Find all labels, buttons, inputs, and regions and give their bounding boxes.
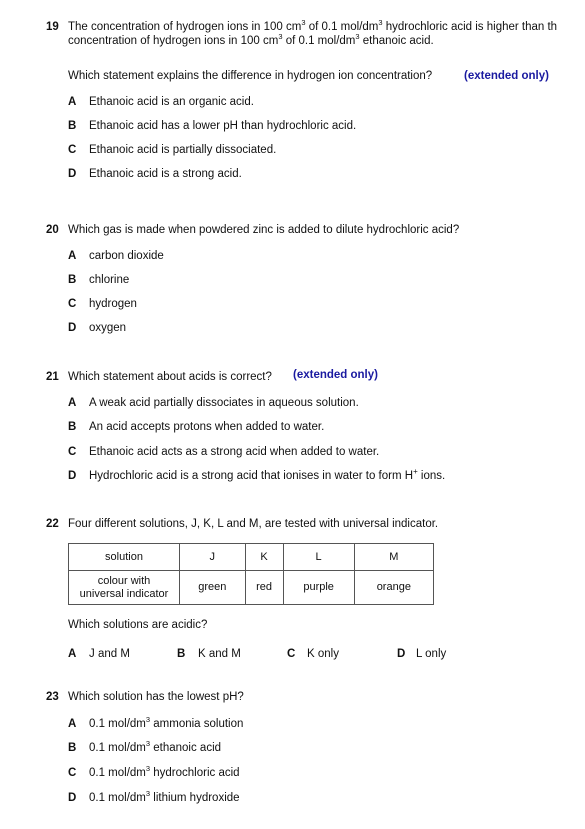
question-23-prompt: Which solution has the lowest pH? (68, 691, 244, 703)
q21-option-d-text: Hydrochloric acid is a strong acid that ionises in water to form H+ ions. (89, 467, 446, 482)
q20-option-a-text: carbon dioxide (89, 250, 164, 262)
question-19-prompt: Which statement explains the difference in hydrogen ion concentration? (68, 70, 433, 82)
q20-option-a-letter: A (68, 250, 77, 262)
q22-option-b-text: K and M (198, 648, 241, 660)
q22-option-d-letter: D (397, 648, 406, 660)
table-header-cell: J (180, 544, 246, 571)
table-cell: purple (283, 571, 354, 605)
q20-option-d-text: oxygen (89, 322, 127, 334)
table-cell: green (180, 571, 246, 605)
table-header-cell: K (245, 544, 283, 571)
question-20-number: 20 (46, 224, 59, 236)
q20-option-b-letter: B (68, 274, 77, 286)
q21-option-a-text: A weak acid partially dissociates in aqueous solution. (89, 397, 359, 409)
q21-option-c-text: Ethanoic acid acts as a strong acid when added to water. (89, 446, 380, 458)
question-19-number: 19 (46, 21, 59, 33)
q23-option-d-letter: D (68, 792, 77, 804)
question-19-stem-line-1: The concentration of hydrogen ions in 100 $cm^3$ of 0.1 mol/$dm^3$ hydrochloric acid is higher than th (68, 18, 558, 33)
question-23-number: 23 (46, 691, 59, 703)
q23-option-b-text: 0.1 mol/$dm^3$ ethanoic acid (89, 739, 222, 754)
q20-option-b-text: chlorine (89, 274, 130, 286)
q19-option-c-letter: C (68, 144, 77, 156)
question-19-extended-tag: (extended only) (464, 70, 549, 82)
q20-option-d-letter: D (68, 322, 77, 334)
indicator-results-table (68, 543, 434, 605)
q19-option-d-text: Ethanoic acid is a strong acid. (89, 168, 242, 180)
q23-option-c-letter: C (68, 767, 77, 779)
question-22-number: 22 (46, 518, 59, 530)
q19-option-a-letter: A (68, 96, 77, 108)
q21-option-a-letter: A (68, 397, 77, 409)
question-21-prompt: Which statement about acids is correct? (68, 371, 272, 383)
q22-option-b-letter: B (177, 648, 186, 660)
q23-option-c-text: 0.1 mol/$dm^3$ hydrochloric acid (89, 764, 240, 779)
q23-option-b-letter: B (68, 742, 77, 754)
table-header-row (69, 544, 434, 571)
q22-option-d-text: L only (416, 648, 447, 660)
q23-option-d-text: 0.1 mol/$dm^3$ lithium hydroxide (89, 789, 240, 804)
q21-option-b-text: An acid accepts protons when added to water. (89, 421, 325, 433)
table-header-cell: L (283, 544, 354, 571)
question-22-prompt: Four different solutions, J, K, L and M, are tested with universal indicator. (68, 518, 439, 530)
q19-option-d-letter: D (68, 168, 77, 180)
question-20-prompt: Which gas is made when powdered zinc is added to dilute hydrochloric acid? (68, 224, 460, 236)
q22-option-c-letter: C (287, 648, 296, 660)
q19-option-b-letter: B (68, 120, 77, 132)
q21-option-d-letter: D (68, 470, 77, 482)
table-header-cell: solution (69, 544, 180, 571)
q19-option-c-text: Ethanoic acid is partially dissociated. (89, 144, 277, 156)
q21-option-b-letter: B (68, 421, 77, 433)
q19-option-a-text: Ethanoic acid is an organic acid. (89, 96, 254, 108)
table-cell: red (245, 571, 283, 605)
q20-option-c-letter: C (68, 298, 77, 310)
q23-option-a-text: 0.1 mol/$dm^3$ ammonia solution (89, 715, 244, 730)
q23-option-a-letter: A (68, 718, 77, 730)
table-header-cell: M (354, 544, 433, 571)
q22-option-a-letter: A (68, 648, 77, 660)
question-21-extended-tag: (extended only) (293, 369, 378, 381)
q19-option-b-text: Ethanoic acid has a lower pH than hydrochloric acid. (89, 120, 357, 132)
question-19-stem-line-2: concentration of hydrogen ions in 100 $cm^3$ of 0.1 mol/$dm^3$ ethanoic acid. (68, 32, 434, 47)
question-21-number: 21 (46, 371, 59, 383)
question-22-ask: Which solutions are acidic? (68, 619, 208, 631)
table-row-label: colour with universal indicator (69, 571, 180, 605)
q22-option-a-text: J and M (89, 648, 130, 660)
table-cell: orange (354, 571, 433, 605)
table-row (69, 571, 434, 605)
q22-option-c-text: K only (307, 648, 339, 660)
q20-option-c-text: hydrogen (89, 298, 137, 310)
q21-option-c-letter: C (68, 446, 77, 458)
